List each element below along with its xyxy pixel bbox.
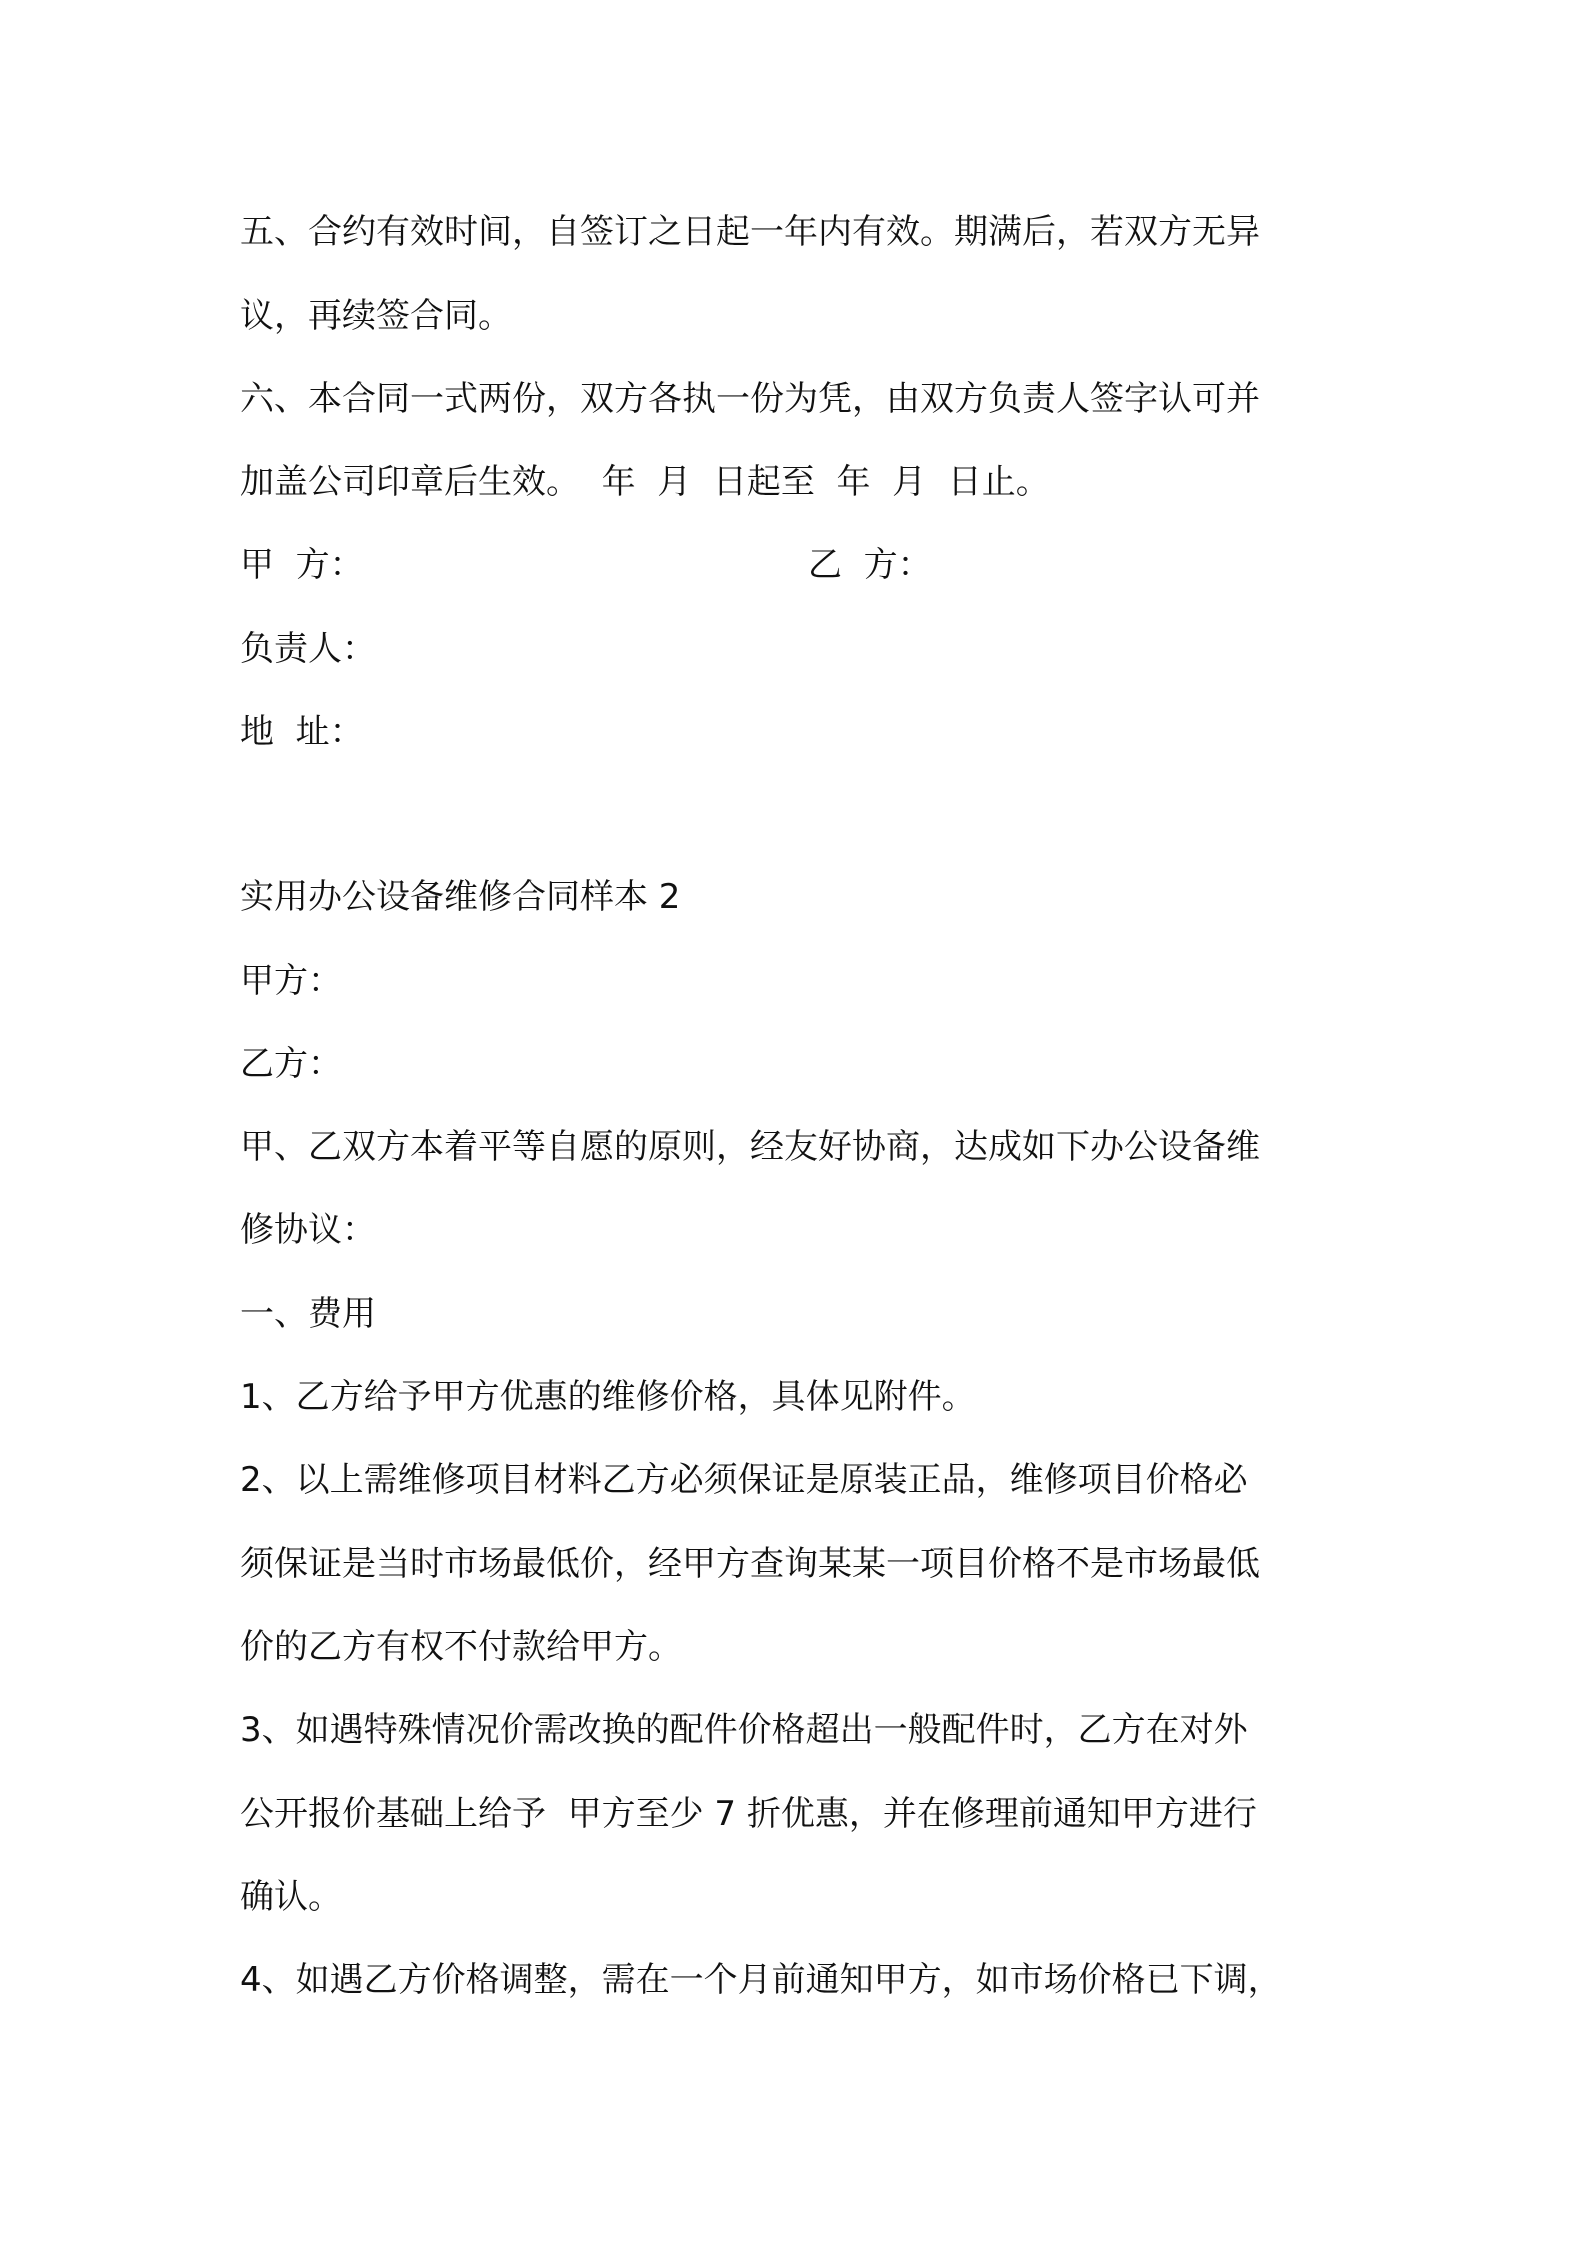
clause-6-line-1: 六、本合同一式两份，双方各执一份为凭，由双方负责人签字认可并	[240, 379, 1260, 419]
party-b-line: 乙方：	[240, 1044, 342, 1084]
sample-2-title: 实用办公设备维修合同样本 2	[240, 877, 681, 917]
fee-item-1: 1、乙方给予甲方优惠的维修价格，具体见附件。	[240, 1377, 976, 1417]
fee-item-2-line-3: 价的乙方有权不付款给甲方。	[240, 1627, 682, 1667]
party-b-label: 乙 方：	[808, 545, 932, 585]
clause-5-line-2: 议，再续签合同。	[240, 296, 512, 336]
party-a-line: 甲方：	[240, 961, 342, 1001]
fee-item-3-line-3: 确认。	[240, 1877, 342, 1917]
agreement-intro-line-2: 修协议：	[240, 1210, 376, 1250]
fee-item-2-line-1: 2、以上需维修项目材料乙方必须保证是原装正品，维修项目价格必	[240, 1460, 1248, 1500]
agreement-intro-line-1: 甲、乙双方本着平等自愿的原则，经友好协商，达成如下办公设备维	[240, 1127, 1260, 1167]
section-fee-heading: 一、费用	[240, 1294, 376, 1334]
fee-item-2-line-2: 须保证是当时市场最低价，经甲方查询某某一项目价格不是市场最低	[240, 1544, 1260, 1584]
fee-item-4-line-1: 4、如遇乙方价格调整，需在一个月前通知甲方，如市场价格已下调，	[240, 1960, 1282, 2000]
fee-item-3-line-1: 3、如遇特殊情况价需改换的配件价格超出一般配件时，乙方在对外	[240, 1710, 1248, 1750]
clause-5-line-1: 五、合约有效时间，自签订之日起一年内有效。期满后，若双方无异	[240, 212, 1260, 252]
clause-6-line-2: 加盖公司印章后生效。 年 月 日起至 年 月 日止。	[240, 462, 1050, 502]
party-a-label: 甲 方：	[240, 545, 364, 585]
responsible-person-label: 负责人：	[240, 629, 376, 669]
fee-item-3-line-2: 公开报价基础上给予 甲方至少 7 折优惠，并在修理前通知甲方进行	[240, 1794, 1257, 1834]
address-label: 地 址：	[240, 712, 364, 752]
